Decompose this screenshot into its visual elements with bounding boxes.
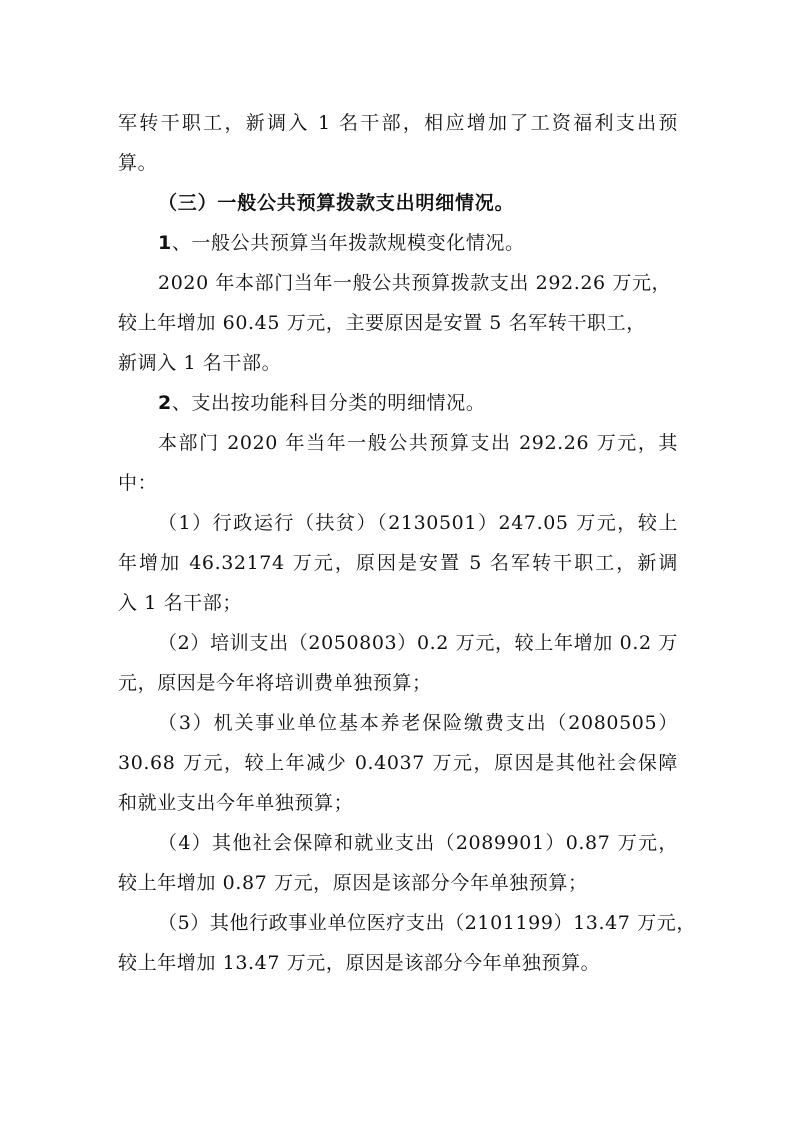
list-item-line: （1）行政运行（扶贫）（2130501）247.05 万元，较上 [158,512,678,534]
section-heading: （三）一般公共预算拨款支出明细情况。 [158,192,515,214]
subsection-number: 1 [158,232,172,254]
list-item-line: （2）培训支出（2050803）0.2 万元，较上年增加 0.2 万 [158,632,678,654]
text-line: 元，原因是今年将培训费单独预算； [118,672,432,694]
list-item-line: （5）其他行政事业单位医疗支出（2101199）13.47 万元， [158,912,696,934]
list-item-line: （4）其他社会保障和就业支出（2089901）0.87 万元， [158,832,678,854]
text-line: 年增加 46.32174 万元，原因是安置 5 名军转干职工，新调 [118,552,678,574]
subsection-title: 、一般公共预算当年拨款规模变化情况。 [171,232,525,254]
text-line: 较上年增加 13.47 万元，原因是该部分今年单独预算。 [118,952,601,974]
text-line: 军转干职工，新调入 1 名干部，相应增加了工资福利支出预 [118,112,678,134]
subsection-number: 2 [158,392,172,414]
subsection-title: 、支出按功能科目分类的明细情况。 [171,392,486,414]
text-line: 新调入 1 名干部。 [118,352,282,374]
text-line: 和就业支出今年单独预算； [118,792,354,814]
text-line: 算。 [118,152,158,174]
text-line: 入 1 名干部； [118,592,242,614]
text-line: 较上年增加 0.87 万元，原因是该部分今年单独预算； [118,872,588,894]
text-line: 中： [118,472,158,494]
subsection-heading [158,383,485,423]
text-line: 30.68 万元，较上年减少 0.4037 万元，原因是其他社会保障 [118,752,678,774]
list-item-line: （3）机关事业单位基本养老保险缴费支出（2080505） [158,712,678,734]
text-line: 本部门 2020 年当年一般公共预算支出 292.26 万元，其 [158,432,678,454]
text-line: 较上年增加 60.45 万元，主要原因是安置 5 名军转干职工， [118,312,646,334]
text-line: 2020 年本部门当年一般公共预算拨款支出 292.26 万元， [158,272,672,294]
subsection-heading [158,223,525,263]
